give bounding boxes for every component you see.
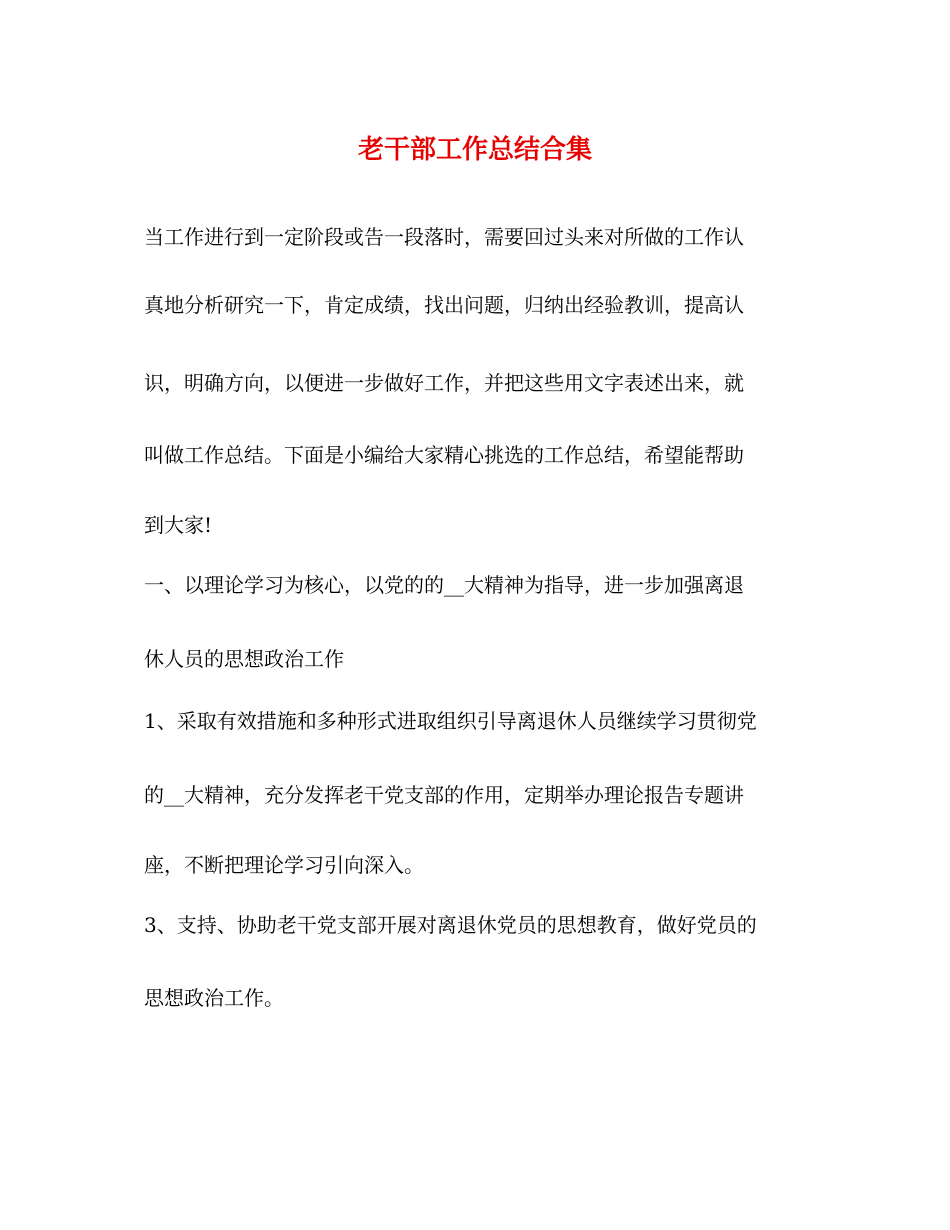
paragraph-line: 到大家! [144,513,213,537]
paragraph-line: 当工作进行到一定阶段或告一段落时，需要回过头来对所做的工作认 [144,225,744,249]
list-item-line: 3、支持、协助老干党支部开展对离退休党员的思想教育，做好党员的 [144,913,757,937]
paragraph-line: 叫做工作总结。下面是小编给大家精心挑选的工作总结，希望能帮助 [144,443,744,467]
list-item-line: 1、采取有效措施和多种形式进取组织引导离退休人员继续学习贯彻党 [144,709,757,733]
list-item-line: 的__大精神，充分发挥老干党支部的作用，定期举办理论报告专题讲 [144,783,744,807]
paragraph-line: 真地分析研究一下，肯定成绩，找出问题，归纳出经验教训，提高认 [144,293,744,317]
paragraph-line: 识，明确方向，以便进一步做好工作，并把这些用文字表述出来，就 [144,371,744,395]
list-item-line: 座，不断把理论学习引向深入。 [144,853,424,877]
document-title: 老干部工作总结合集 [357,135,592,165]
section-heading-line: 休人员的思想政治工作 [144,647,344,671]
section-heading-line: 一、以理论学习为核心，以党的的__大精神为指导，进一步加强离退 [144,573,744,597]
list-item-line: 思想政治工作。 [144,986,284,1010]
